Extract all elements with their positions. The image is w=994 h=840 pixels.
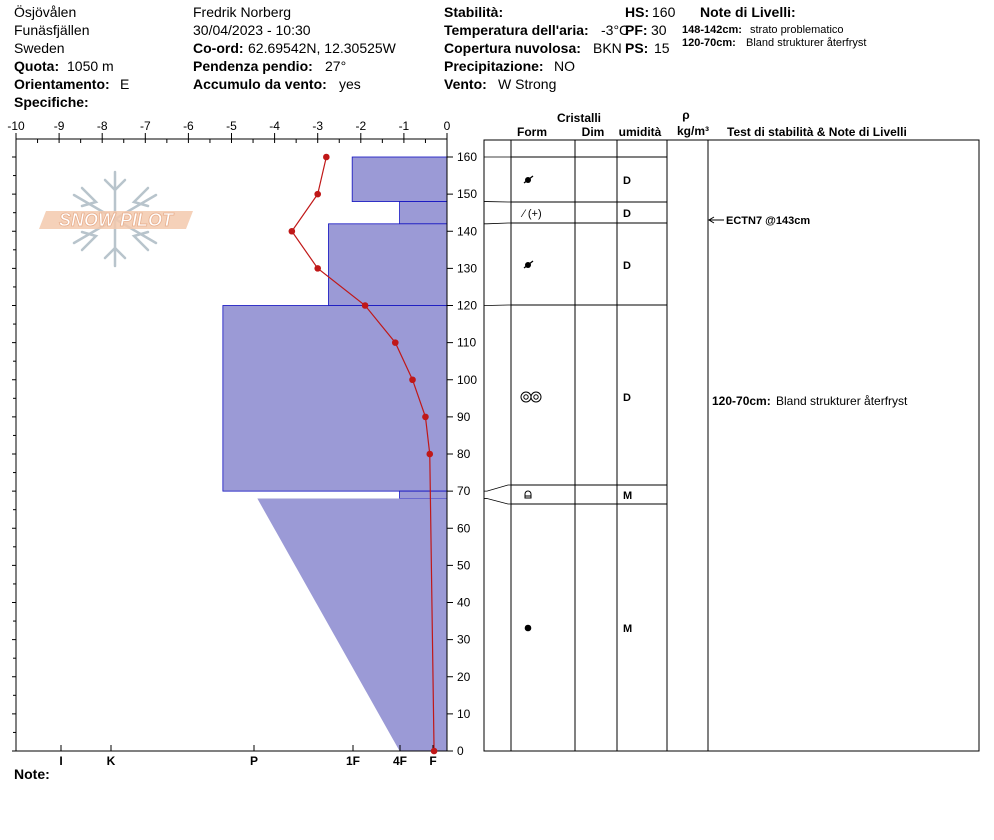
temp-tick-label-1: -9 bbox=[53, 119, 65, 133]
temperature-point-3 bbox=[314, 265, 321, 272]
temp-tick-label-6: -4 bbox=[269, 119, 280, 133]
temp-tick-label-0: -10 bbox=[7, 119, 25, 133]
temp-tick-label-10: 0 bbox=[443, 119, 451, 133]
wind-label: Vento: bbox=[444, 76, 487, 92]
height-tick-label-14: 140 bbox=[457, 224, 478, 239]
country: Sweden bbox=[14, 40, 65, 56]
dim-header: Dim bbox=[581, 125, 605, 139]
layer-humidity-1: D bbox=[623, 208, 631, 220]
table-layer-note-label-0: 120-70cm: bbox=[712, 394, 771, 408]
temperature-point-2 bbox=[289, 228, 296, 235]
temperature-point-9 bbox=[431, 748, 438, 755]
layer-note-text-2: Bland strukturer återfryst bbox=[746, 37, 867, 49]
layer-humidity-4: M bbox=[623, 490, 633, 502]
melt-freeze-ring-2-inner bbox=[534, 395, 538, 399]
temperature-point-8 bbox=[426, 451, 433, 458]
layer-humidity-5: M bbox=[623, 623, 633, 635]
cloud-label: Copertura nuvolosa: bbox=[444, 40, 581, 56]
temperature-point-5 bbox=[392, 339, 399, 346]
note-label: Note: bbox=[14, 766, 50, 782]
hardness-tick-label-0: I bbox=[59, 754, 63, 768]
height-tick-label-0: 0 bbox=[457, 744, 464, 758]
layer-notes-title: Note di Livelli: bbox=[700, 4, 796, 20]
hardness-bar-4 bbox=[400, 491, 447, 498]
temp-tick-label-4: -6 bbox=[183, 119, 194, 133]
temp-tick-label-5: -5 bbox=[226, 119, 237, 133]
layer-note-range-2: 120-70cm: bbox=[682, 37, 736, 49]
logo-text: SNOW PILOT bbox=[59, 210, 173, 230]
orientation-value: E bbox=[120, 76, 130, 92]
hardness-bar-3 bbox=[223, 306, 447, 492]
stability-test-0: ECTN7 @143cm bbox=[726, 215, 811, 227]
precip-label: Precipitazione: bbox=[444, 58, 544, 74]
layer-note-range-1: 148-142cm: bbox=[682, 24, 742, 36]
height-tick-label-16: 160 bbox=[457, 150, 478, 164]
observer: Fredrik Norberg bbox=[193, 4, 292, 20]
melt-freeze-icon bbox=[521, 392, 541, 402]
cloud-value: BKN bbox=[593, 40, 622, 56]
crystals-header: Cristalli bbox=[556, 111, 602, 125]
hardness-tick-label-5: F bbox=[429, 754, 437, 768]
temperature-point-6 bbox=[409, 376, 416, 383]
region: Funäsfjällen bbox=[14, 22, 90, 38]
layer-humidity-0: D bbox=[623, 175, 631, 187]
hardness-bar-5 bbox=[257, 499, 447, 751]
layer-connector-5 bbox=[484, 499, 511, 504]
layer-connector-4 bbox=[484, 485, 511, 491]
ice-crust-icon bbox=[525, 491, 531, 498]
hs-label: HS: bbox=[625, 4, 650, 20]
quota-value: 1050 m bbox=[67, 58, 114, 74]
density-rho-header: ρ bbox=[682, 108, 690, 122]
ps-value: 15 bbox=[654, 40, 670, 56]
hardness-tick-label-4: 4F bbox=[392, 754, 408, 768]
hardness-bar-2 bbox=[328, 224, 447, 306]
temp-tick-label-3: -7 bbox=[139, 119, 151, 133]
rounding-faceted-icon bbox=[524, 176, 533, 183]
height-tick-label-13: 130 bbox=[457, 261, 478, 276]
air-temp-label: Temperatura dell'aria: bbox=[444, 22, 589, 38]
height-tick-label-1: 10 bbox=[457, 706, 471, 721]
layer-form-text-1: ⁄ (+) bbox=[523, 208, 542, 220]
form-header: Form bbox=[517, 125, 547, 139]
layer-humidity-2: D bbox=[623, 260, 631, 272]
specifics-label: Specifiche: bbox=[14, 94, 89, 110]
height-tick-label-15: 150 bbox=[457, 187, 478, 202]
slope-value: 27° bbox=[325, 58, 347, 74]
layer-note-text-1: strato problematico bbox=[750, 24, 844, 36]
height-tick-label-5: 50 bbox=[457, 558, 471, 573]
height-tick-label-11: 110 bbox=[457, 335, 477, 350]
coord-value: 62.69542N, 12.30525W bbox=[248, 40, 396, 56]
hardness-tick-label-3: 1F bbox=[345, 754, 361, 768]
height-tick-label-9: 90 bbox=[457, 409, 471, 424]
height-tick-label-12: 120 bbox=[457, 298, 478, 313]
temperature-point-1 bbox=[314, 191, 321, 198]
temp-tick-label-7: -3 bbox=[312, 119, 324, 133]
height-tick-label-10: 100 bbox=[457, 372, 478, 387]
datetime: 30/04/2023 - 10:30 bbox=[193, 22, 311, 38]
orientation-label: Orientamento: bbox=[14, 76, 110, 92]
ice-crust-shape bbox=[525, 491, 531, 498]
temperature-point-7 bbox=[422, 414, 429, 421]
quota-label: Quota: bbox=[14, 58, 60, 74]
rounding-faceted-icon bbox=[524, 261, 533, 268]
temperature-point-4 bbox=[362, 302, 369, 309]
stability-label: Stabilità: bbox=[444, 4, 504, 20]
hardness-bar-1 bbox=[400, 202, 447, 224]
layer-table-frame bbox=[484, 140, 979, 751]
hs-value: 160 bbox=[652, 4, 676, 20]
height-tick-label-7: 70 bbox=[457, 484, 471, 499]
melt-freeze-ring-1 bbox=[521, 392, 531, 402]
precip-value: NO bbox=[554, 58, 575, 74]
ps-label: PS: bbox=[625, 40, 649, 56]
temp-tick-label-2: -8 bbox=[96, 119, 108, 133]
stability-header: Test di stabilità & Note di Livelli bbox=[727, 125, 907, 139]
height-tick-label-2: 20 bbox=[457, 669, 471, 684]
pf-value: 30 bbox=[651, 22, 667, 38]
snowpilot-logo bbox=[39, 172, 193, 266]
layer-connector-2 bbox=[484, 223, 511, 224]
wind-load-label: Accumulo da vento: bbox=[193, 76, 327, 92]
density-unit-header: kg/m³ bbox=[676, 124, 710, 138]
height-tick-label-4: 40 bbox=[457, 595, 471, 610]
wind-value: W Strong bbox=[498, 76, 557, 92]
melt-freeze-ring-1-inner bbox=[524, 395, 528, 399]
hardness-tick-label-1: K bbox=[106, 754, 116, 768]
table-layer-note-text-0: Bland strukturer återfryst bbox=[776, 394, 908, 408]
air-temp-value: -3°C bbox=[601, 22, 630, 38]
temp-tick-label-9: -1 bbox=[398, 119, 410, 133]
rounded-grain-icon bbox=[525, 625, 532, 632]
wind-load-value: yes bbox=[339, 76, 361, 92]
coord-label: Co-ord: bbox=[193, 40, 244, 56]
temp-tick-label-8: -2 bbox=[355, 119, 367, 133]
layer-humidity-3: D bbox=[623, 392, 631, 404]
hardness-bar-0 bbox=[352, 157, 447, 202]
location: Ösjövålen bbox=[14, 4, 77, 20]
layer-connector-3 bbox=[484, 305, 511, 306]
melt-freeze-ring-2 bbox=[531, 392, 541, 402]
height-tick-label-3: 30 bbox=[457, 632, 471, 647]
height-tick-label-8: 80 bbox=[457, 447, 471, 461]
pf-label: PF: bbox=[625, 22, 648, 38]
height-tick-label-6: 60 bbox=[457, 521, 471, 536]
hardness-tick-label-2: P bbox=[249, 754, 259, 768]
slope-label: Pendenza pendio: bbox=[193, 58, 313, 74]
humidity-header: umidità bbox=[618, 125, 662, 139]
temperature-point-0 bbox=[323, 154, 330, 161]
